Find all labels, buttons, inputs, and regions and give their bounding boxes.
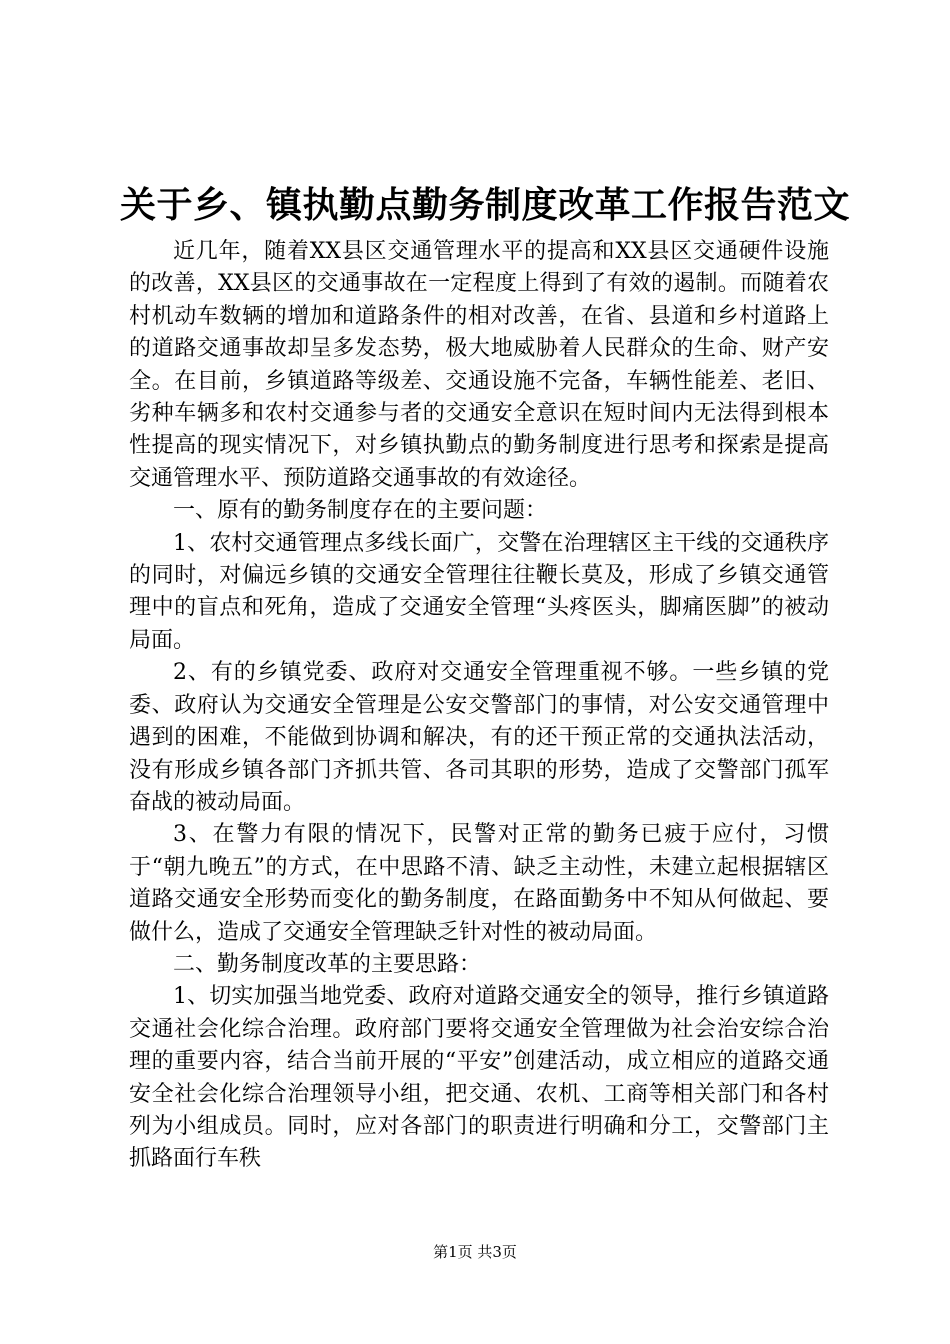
page-footer: 第1页 共3页: [433, 1243, 517, 1261]
document-body: [129, 236, 829, 1176]
problem-item-2: 2、有的乡镇党委、政府对交通安全管理重视不够。一些乡镇的党委、政府认为交通安全管理是公安交警部门的事情，对公安交通管理中遇到的困难，不能做到协调和解决，有的还干预正常的交通执法活动，没有形成乡镇各部门齐抓共管、各司其职的形势，造成了交警部门孤军奋战的被动局面。: [129, 660, 829, 815]
reform-item-1: 1、切实加强当地党委、政府对道路交通安全的领导，推行乡镇道路交通社会化综合治理。政府部门要将交通安全管理做为社会治安综合治理的重要内容，结合当前开展的“平安”创建活动，成立相应的道路交通安全社会化综合治理领导小组，把交通、农机、工商等相关部门和各村列为小组成员。同时，应对各部门的职责进行明确和分工，交警部门主抓路面行车秩: [129, 984, 829, 1172]
section-heading-reform: 二、勤务制度改革的主要思路：: [173, 951, 482, 977]
section-heading-problems: 一、原有的勤务制度存在的主要问题：: [173, 498, 548, 524]
problem-item-3: 3、在警力有限的情况下，民警对正常的勤务已疲于应付，习惯于“朝九晚五”的方式，在中思路不清、缺乏主动性，未建立起根据辖区道路交通安全形势而变化的勤务制度，在路面勤务中不知从何做起、要做什么，造成了交通安全管理缺乏针对性的被动局面。: [129, 822, 829, 945]
document-title: 关于乡、镇执勤点勤务制度改革工作报告范文: [120, 185, 851, 226]
problem-item-1: 1、农村交通管理点多线长面广，交警在治理辖区主干线的交通秩序的同时，对偏远乡镇的交通安全管理往往鞭长莫及，形成了乡镇交通管理中的盲点和死角，造成了交通安全管理“头疼医头，脚痛医脚”的被动局面。: [129, 530, 829, 653]
intro-paragraph: 近几年，随着XX县区交通管理水平的提高和XX县区交通硬件设施的改善，XX县区的交通事故在一定程度上得到了有效的遏制。而随着农村机动车数辆的增加和道路条件的相对改善，在省、县道和乡村道路上的道路交通事故却呈多发态势，极大地威胁着人民群众的生命、财产安全。在目前，乡镇道路等级差、交通设施不完备，车辆性能差、老旧、劣种车辆多和农村交通参与者的交通安全意识在短时间内无法得到根本性提高的现实情况下，对乡镇执勤点的勤务制度进行思考和探索是提高交通管理水平、预防道路交通事故的有效途径。: [129, 239, 829, 491]
